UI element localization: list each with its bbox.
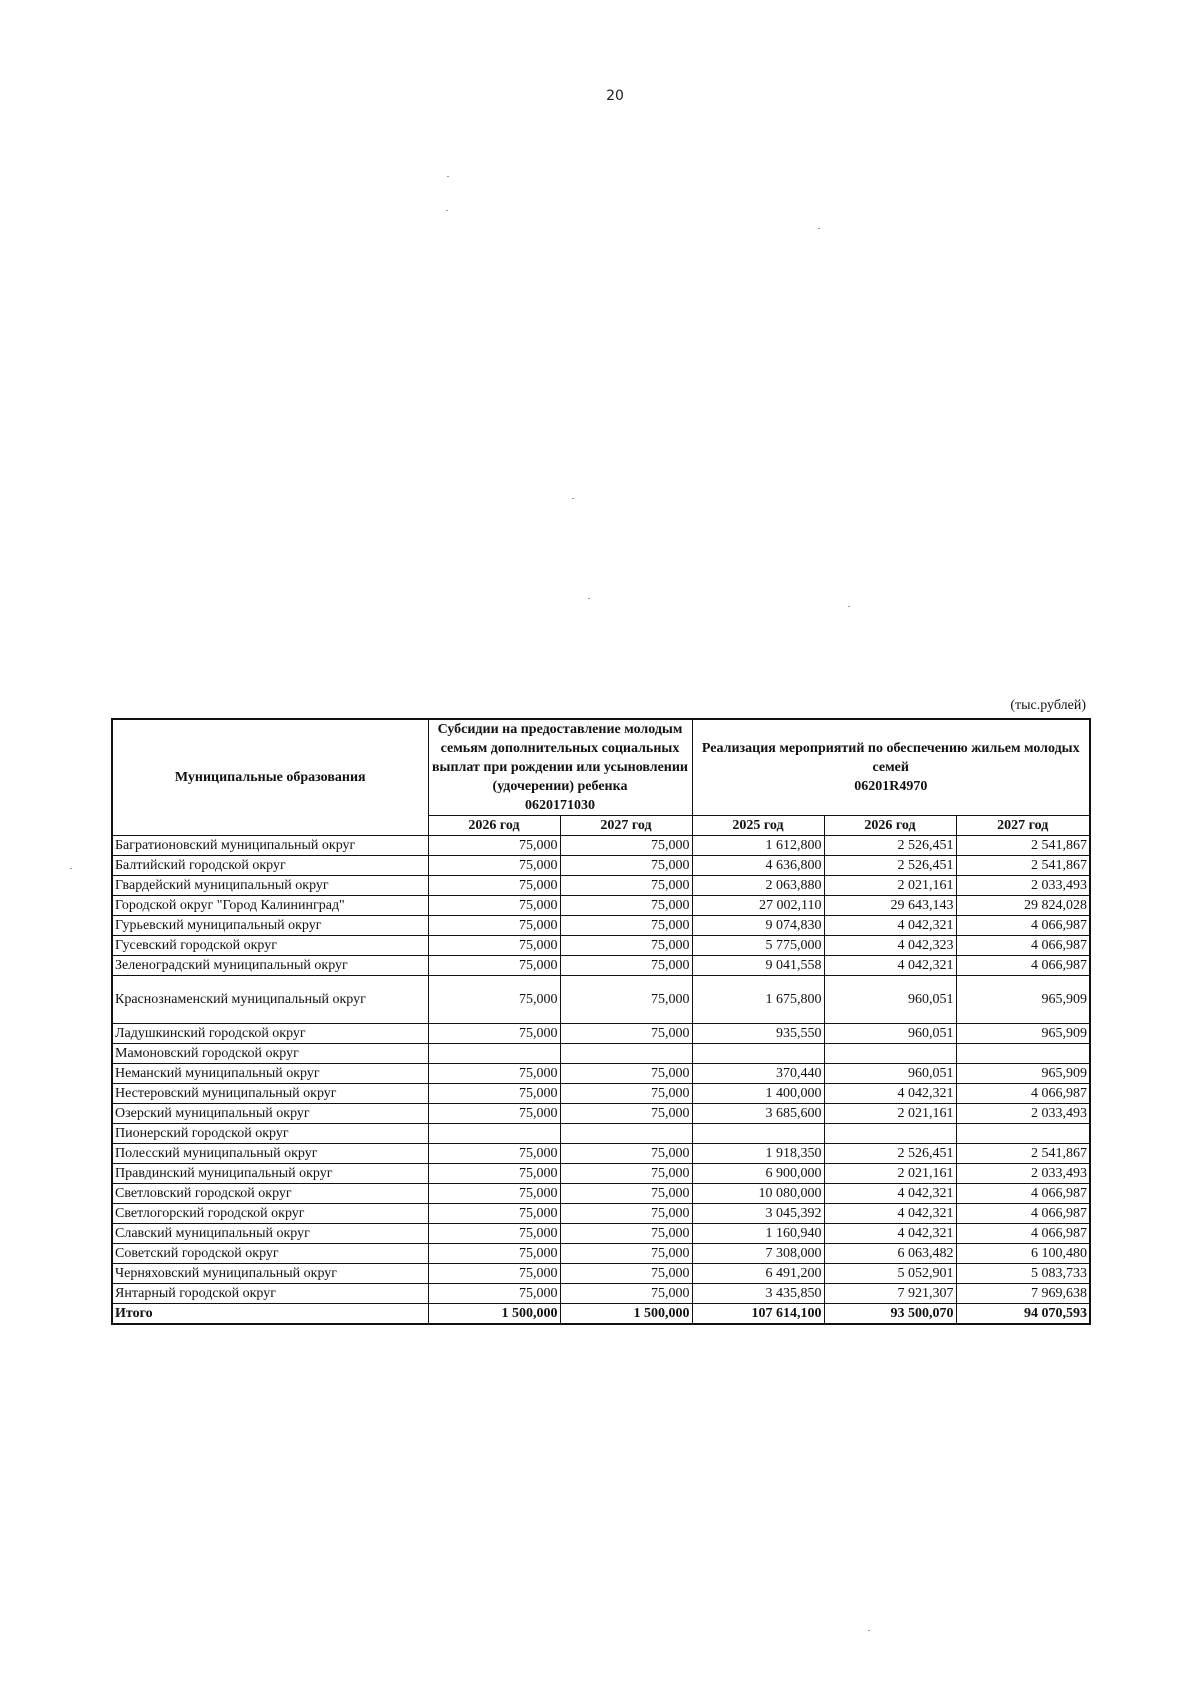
- value-cell: 75,000: [560, 1264, 692, 1284]
- table-row: [112, 1224, 1090, 1244]
- municipality-name: Нестеровский муниципальный округ: [112, 1084, 428, 1104]
- value-cell: 965,909: [956, 976, 1090, 1024]
- value-cell: 10 080,000: [692, 1184, 824, 1204]
- value-cell: 75,000: [428, 1064, 560, 1084]
- scan-speck: [446, 210, 448, 211]
- value-cell: 75,000: [428, 856, 560, 876]
- municipality-name: Славский муниципальный округ: [112, 1224, 428, 1244]
- value-cell: 4 042,321: [824, 1184, 956, 1204]
- header-group-housing: [692, 719, 1090, 816]
- value-cell: 75,000: [560, 896, 692, 916]
- value-cell: 4 042,323: [824, 936, 956, 956]
- value-cell: 27 002,110: [692, 896, 824, 916]
- value-cell: 965,909: [956, 1024, 1090, 1044]
- value-cell: 75,000: [428, 1024, 560, 1044]
- value-cell: 29 824,028: [956, 896, 1090, 916]
- value-cell: 4 066,987: [956, 936, 1090, 956]
- municipality-name: Балтийский городской округ: [112, 856, 428, 876]
- value-cell: 9 041,558: [692, 956, 824, 976]
- value-cell: 1 160,940: [692, 1224, 824, 1244]
- value-cell: 3 045,392: [692, 1204, 824, 1224]
- scan-speck: [588, 598, 590, 599]
- value-cell: 75,000: [560, 1064, 692, 1084]
- value-cell: 75,000: [428, 936, 560, 956]
- municipality-name: Правдинский муниципальный округ: [112, 1164, 428, 1184]
- page-number: 20: [606, 88, 624, 104]
- scan-speck: [868, 1630, 870, 1631]
- value-cell: [560, 1124, 692, 1144]
- value-cell: 7 308,000: [692, 1244, 824, 1264]
- total-cell: 1 500,000: [428, 1304, 560, 1325]
- value-cell: 7 969,638: [956, 1284, 1090, 1304]
- value-cell: 2 021,161: [824, 1104, 956, 1124]
- value-cell: [824, 1044, 956, 1064]
- value-cell: 4 042,321: [824, 1224, 956, 1244]
- municipality-name: Неманский муниципальный округ: [112, 1064, 428, 1084]
- value-cell: 75,000: [428, 1104, 560, 1124]
- municipality-name: Мамоновский городской округ: [112, 1044, 428, 1064]
- value-cell: 965,909: [956, 1064, 1090, 1084]
- value-cell: 75,000: [428, 1084, 560, 1104]
- header-group-subsidy-title: Субсидии на предоставление молодым семьям дополнительных социальных выплат при рождении или усыновлении (удочерении) ребенка: [432, 722, 688, 794]
- value-cell: 2 541,867: [956, 836, 1090, 856]
- value-cell: 4 042,321: [824, 1084, 956, 1104]
- header-municipality-label: Муниципальные образования: [174, 770, 366, 785]
- municipality-name: Гурьевский муниципальный округ: [112, 916, 428, 936]
- value-cell: [692, 1044, 824, 1064]
- table-row: [112, 1064, 1090, 1084]
- value-cell: 75,000: [428, 1144, 560, 1164]
- value-cell: 2 541,867: [956, 1144, 1090, 1164]
- value-cell: 75,000: [560, 1284, 692, 1304]
- municipality-name: Черняховский муниципальный округ: [112, 1264, 428, 1284]
- value-cell: 2 021,161: [824, 1164, 956, 1184]
- value-cell: [692, 1124, 824, 1144]
- value-cell: 75,000: [560, 836, 692, 856]
- municipality-name: Пионерский городской округ: [112, 1124, 428, 1144]
- value-cell: [428, 1044, 560, 1064]
- value-cell: 6 100,480: [956, 1244, 1090, 1264]
- value-cell: 1 400,000: [692, 1084, 824, 1104]
- value-cell: 75,000: [560, 976, 692, 1024]
- value-cell: 2 526,451: [824, 1144, 956, 1164]
- table-row: [112, 976, 1090, 1024]
- municipality-name: Светлогорский городской округ: [112, 1204, 428, 1224]
- subsidy-table: [111, 718, 1091, 1325]
- value-cell: 4 636,800: [692, 856, 824, 876]
- value-cell: 75,000: [428, 976, 560, 1024]
- table-row: [112, 936, 1090, 956]
- table-row: [112, 1104, 1090, 1124]
- header-year: 2026 год: [824, 816, 956, 836]
- value-cell: 2 021,161: [824, 876, 956, 896]
- value-cell: 75,000: [560, 1204, 692, 1224]
- municipality-name: Багратионовский муниципальный округ: [112, 836, 428, 856]
- scan-speck: [70, 868, 72, 869]
- scan-speck: [447, 176, 449, 177]
- value-cell: 2 033,493: [956, 876, 1090, 896]
- scan-speck: [848, 606, 850, 607]
- value-cell: 75,000: [428, 1284, 560, 1304]
- header-year: 2027 год: [956, 816, 1090, 836]
- municipality-name: Краснознаменский муниципальный округ: [112, 976, 428, 1024]
- value-cell: 2 526,451: [824, 836, 956, 856]
- value-cell: 75,000: [428, 876, 560, 896]
- total-cell: 93 500,070: [824, 1304, 956, 1325]
- table-row: [112, 1124, 1090, 1144]
- total-cell: 94 070,593: [956, 1304, 1090, 1325]
- table-body: [112, 836, 1090, 1304]
- scan-speck: [818, 228, 820, 229]
- table-row: [112, 1024, 1090, 1044]
- municipality-name: Гвардейский муниципальный округ: [112, 876, 428, 896]
- value-cell: 6 491,200: [692, 1264, 824, 1284]
- municipality-name: Ладушкинский городской округ: [112, 1024, 428, 1044]
- value-cell: 75,000: [428, 956, 560, 976]
- table-row: [112, 1244, 1090, 1264]
- value-cell: 75,000: [560, 1104, 692, 1124]
- value-cell: 6 063,482: [824, 1244, 956, 1264]
- value-cell: 75,000: [428, 1244, 560, 1264]
- table-row: [112, 1144, 1090, 1164]
- value-cell: 6 900,000: [692, 1164, 824, 1184]
- value-cell: 2 541,867: [956, 856, 1090, 876]
- value-cell: 960,051: [824, 1024, 956, 1044]
- units-note: (тыс.рублей): [1010, 698, 1086, 713]
- value-cell: [560, 1044, 692, 1064]
- value-cell: 935,550: [692, 1024, 824, 1044]
- total-cell: 1 500,000: [560, 1304, 692, 1325]
- table-row: [112, 1204, 1090, 1224]
- table-row: [112, 1084, 1090, 1104]
- municipality-name: Гусевский городской округ: [112, 936, 428, 956]
- table-row: [112, 1284, 1090, 1304]
- value-cell: 1 612,800: [692, 836, 824, 856]
- value-cell: 75,000: [560, 1164, 692, 1184]
- municipality-name: Янтарный городской округ: [112, 1284, 428, 1304]
- value-cell: 5 052,901: [824, 1264, 956, 1284]
- value-cell: 75,000: [560, 856, 692, 876]
- value-cell: 4 066,987: [956, 916, 1090, 936]
- value-cell: 75,000: [428, 916, 560, 936]
- value-cell: 1 675,800: [692, 976, 824, 1024]
- header-municipality: [112, 719, 428, 836]
- value-cell: 4 066,987: [956, 956, 1090, 976]
- municipality-name: Советский городской округ: [112, 1244, 428, 1264]
- value-cell: [956, 1044, 1090, 1064]
- municipality-name: Озерский муниципальный округ: [112, 1104, 428, 1124]
- header-group-subsidy: [428, 719, 692, 816]
- table-row: [112, 1164, 1090, 1184]
- value-cell: 4 042,321: [824, 1204, 956, 1224]
- value-cell: 960,051: [824, 976, 956, 1024]
- value-cell: 75,000: [560, 876, 692, 896]
- value-cell: 29 643,143: [824, 896, 956, 916]
- value-cell: 7 921,307: [824, 1284, 956, 1304]
- value-cell: 4 066,987: [956, 1204, 1090, 1224]
- municipality-name: Зеленоградский муниципальный округ: [112, 956, 428, 976]
- value-cell: 75,000: [560, 1024, 692, 1044]
- header-group-housing-code: 06201R4970: [854, 779, 928, 794]
- value-cell: 2 526,451: [824, 856, 956, 876]
- value-cell: 75,000: [560, 916, 692, 936]
- value-cell: 1 918,350: [692, 1144, 824, 1164]
- table-row: [112, 1264, 1090, 1284]
- municipality-name: Городской округ "Город Калининград": [112, 896, 428, 916]
- total-label: Итого: [112, 1304, 428, 1325]
- total-cell: 107 614,100: [692, 1304, 824, 1325]
- table-row: [112, 956, 1090, 976]
- municipality-name: Светловский городской округ: [112, 1184, 428, 1204]
- table-row: [112, 1184, 1090, 1204]
- value-cell: [956, 1124, 1090, 1144]
- value-cell: 75,000: [428, 1164, 560, 1184]
- table-row: [112, 876, 1090, 896]
- total-row: [112, 1304, 1090, 1325]
- value-cell: 75,000: [560, 956, 692, 976]
- value-cell: 75,000: [560, 936, 692, 956]
- value-cell: 4 042,321: [824, 956, 956, 976]
- header-year: 2027 год: [560, 816, 692, 836]
- value-cell: 4 066,987: [956, 1224, 1090, 1244]
- value-cell: 3 435,850: [692, 1284, 824, 1304]
- value-cell: 4 066,987: [956, 1084, 1090, 1104]
- municipality-name: Полесский муниципальный округ: [112, 1144, 428, 1164]
- value-cell: 75,000: [428, 1204, 560, 1224]
- value-cell: 2 033,493: [956, 1104, 1090, 1124]
- value-cell: 75,000: [560, 1184, 692, 1204]
- scan-speck: [572, 498, 574, 499]
- value-cell: 5 083,733: [956, 1264, 1090, 1284]
- value-cell: 75,000: [428, 1184, 560, 1204]
- header-year: 2026 год: [428, 816, 560, 836]
- value-cell: 75,000: [560, 1144, 692, 1164]
- header-year: 2025 год: [692, 816, 824, 836]
- value-cell: 2 033,493: [956, 1164, 1090, 1184]
- value-cell: 4 066,987: [956, 1184, 1090, 1204]
- table-row: [112, 1044, 1090, 1064]
- value-cell: 4 042,321: [824, 916, 956, 936]
- table-row: [112, 836, 1090, 856]
- value-cell: 75,000: [428, 896, 560, 916]
- value-cell: 75,000: [560, 1224, 692, 1244]
- value-cell: 75,000: [428, 1264, 560, 1284]
- value-cell: [824, 1124, 956, 1144]
- value-cell: 9 074,830: [692, 916, 824, 936]
- table-row: [112, 896, 1090, 916]
- value-cell: 2 063,880: [692, 876, 824, 896]
- value-cell: 5 775,000: [692, 936, 824, 956]
- value-cell: 75,000: [560, 1244, 692, 1264]
- value-cell: 75,000: [428, 836, 560, 856]
- header-group-subsidy-code: 0620171030: [525, 798, 595, 813]
- table-row: [112, 916, 1090, 936]
- value-cell: 960,051: [824, 1064, 956, 1084]
- value-cell: 75,000: [428, 1224, 560, 1244]
- value-cell: 370,440: [692, 1064, 824, 1084]
- table-row: [112, 856, 1090, 876]
- header-group-housing-title: Реализация мероприятий по обеспечению жильем молодых семей: [701, 741, 1080, 775]
- value-cell: 3 685,600: [692, 1104, 824, 1124]
- value-cell: [428, 1124, 560, 1144]
- value-cell: 75,000: [560, 1084, 692, 1104]
